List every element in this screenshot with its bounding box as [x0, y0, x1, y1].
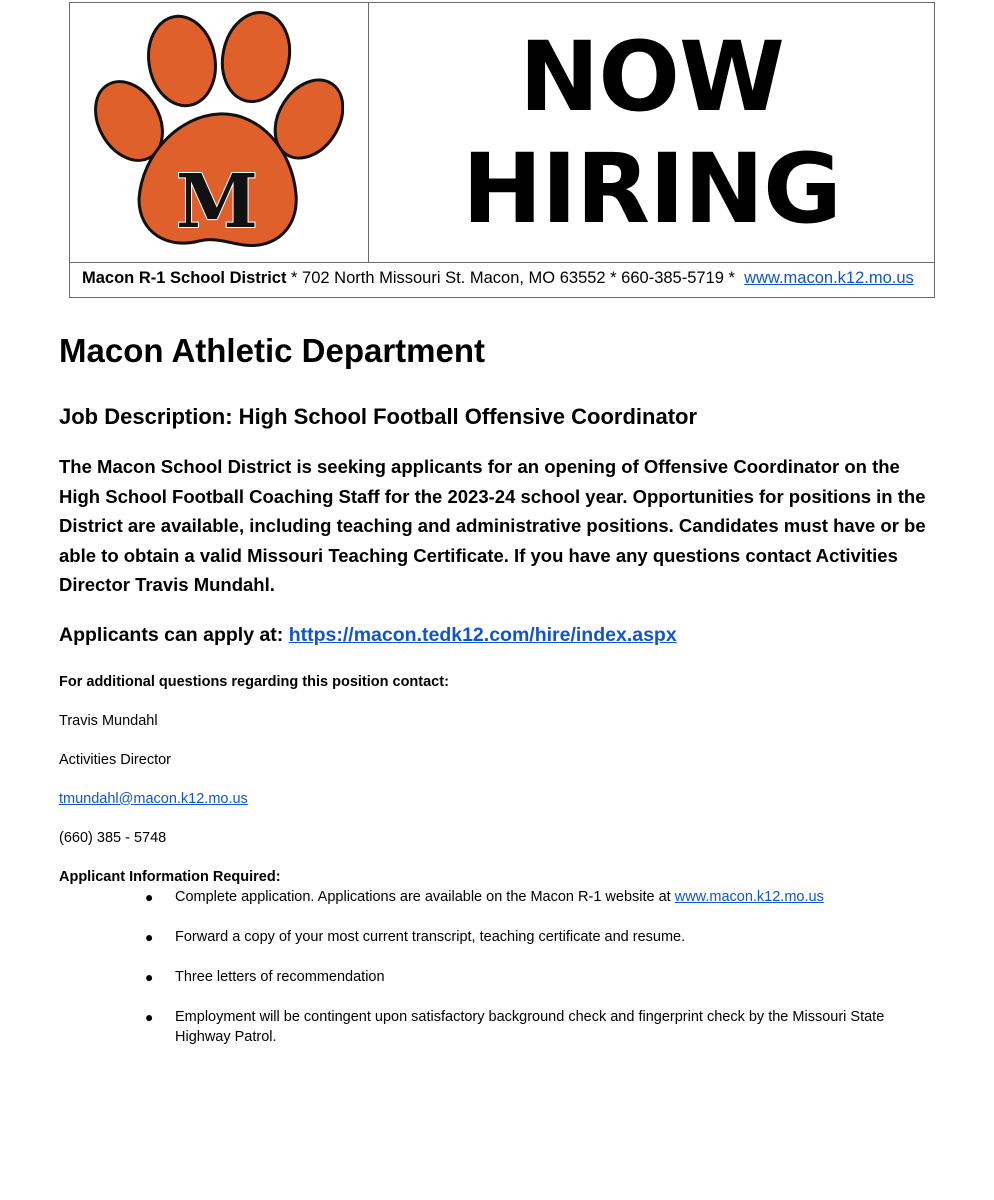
- headline-now: NOW: [519, 21, 784, 133]
- requirements-list: [59, 887, 939, 1047]
- paw-logo-icon: [94, 9, 344, 254]
- logo-letter: M: [176, 159, 258, 245]
- list-item: [145, 927, 915, 947]
- list-item: [145, 967, 915, 987]
- requirement-text: Complete application. Applications are available on the Macon R-1 website at: [175, 888, 675, 905]
- apply-line: [59, 620, 939, 650]
- district-address: * 702 North Missouri St. Macon, MO 63552 * 660-385-5719 *: [286, 269, 735, 287]
- job-heading: Job Description: High School Football Offensive Coordinator: [59, 404, 698, 429]
- list-item: [145, 1007, 915, 1047]
- bullet-icon: ●: [145, 968, 154, 985]
- lead-paragraph: The Macon School District is seeking applicants for an opening of Offensive Coordinator on the High School Football Coaching Staff for the 2023-24 school year. Opportunities for positions in the District are available, including teaching and administrative positions. Candidates must have or be able to obtain a valid Missouri Teaching Certificate. If you have any questions contact Activities Director Travis Mundahl.: [59, 456, 926, 595]
- main-content: [59, 326, 939, 1067]
- now-hiring-cell: [369, 3, 934, 262]
- hiring-header: [69, 2, 935, 298]
- logo-cell: [70, 3, 369, 262]
- page-title: Macon Athletic Department: [59, 332, 486, 369]
- apply-url-link[interactable]: https://macon.tedk12.com/hire/index.aspx: [288, 623, 677, 646]
- district-website-link[interactable]: www.macon.k12.mo.us: [744, 269, 914, 287]
- bullet-icon: ●: [145, 928, 154, 945]
- district-info-row: [70, 262, 934, 297]
- contact-role: Activities Director: [59, 751, 171, 768]
- bullet-icon: ●: [145, 1008, 154, 1025]
- requirement-text: Three letters of recommendation: [175, 968, 385, 985]
- requirement-text: Employment will be contingent upon satisfactory background check and fingerprint check by the Missouri State Highway Patrol.: [175, 1008, 885, 1045]
- bullet-icon: ●: [145, 888, 154, 905]
- district-name: Macon R-1 School District: [82, 269, 287, 287]
- list-item: [145, 887, 915, 907]
- requirement-text: Forward a copy of your most current transcript, teaching certificate and resume.: [175, 928, 686, 945]
- requirement-website-link[interactable]: www.macon.k12.mo.us: [674, 888, 824, 905]
- contact-phone: (660) 385 - 5748: [59, 829, 167, 846]
- apply-label: Applicants can apply at:: [59, 623, 284, 646]
- contact-heading: For additional questions regarding this position contact:: [59, 673, 449, 690]
- headline-hiring: HIRING: [462, 133, 841, 245]
- contact-name: Travis Mundahl: [59, 712, 158, 729]
- requirements-heading: Applicant Information Required:: [59, 868, 281, 885]
- contact-email-link[interactable]: tmundahl@macon.k12.mo.us: [59, 790, 248, 807]
